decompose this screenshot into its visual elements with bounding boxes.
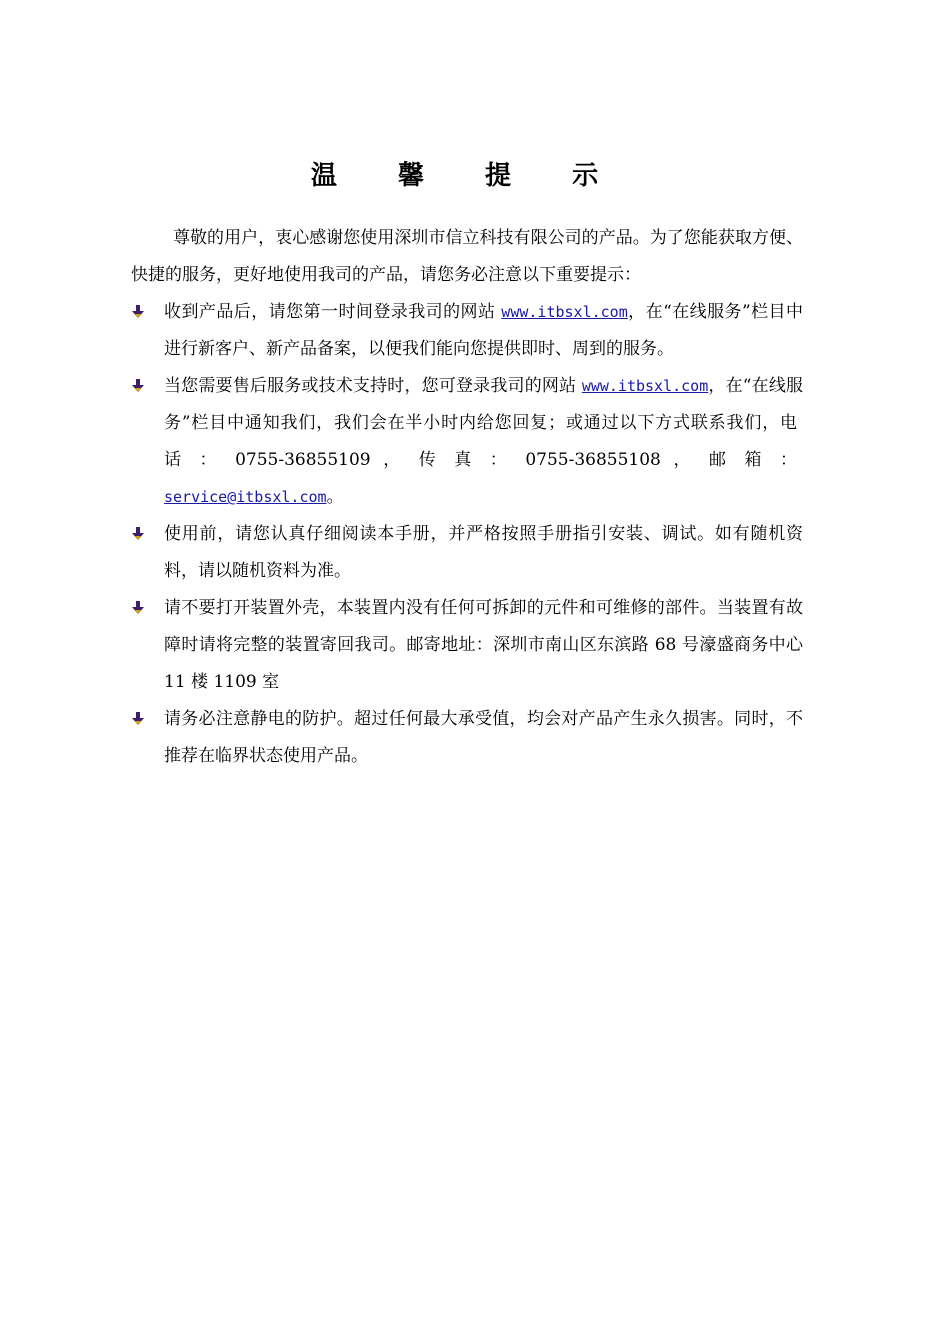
notice-text: 。 [326,487,344,507]
notice-text: ，在“在线服务”栏目中进行新客户、新产品备案，以便我们能向您提供即时、周到的服务。 [164,302,804,359]
website-link[interactable]: www.itbsxl.com [581,377,709,395]
notice-item-manual [131,516,803,590]
email-link[interactable]: service@itbsxl.com [164,488,327,506]
page-title: 温 馨 提 示 [310,161,625,191]
notice-list [131,294,803,775]
notice-item-esd [131,701,803,775]
arrow-down-bullet-icon [131,712,145,726]
notice-text: 请不要打开装置外壳，本装置内没有任何可拆卸的元件和可维修的部件。当装置有故障时请将完整的装置寄回我司。邮寄地址：深圳市南山区东滨路 68 号濠盛商务中心 11 楼 1109 室 [164,598,803,692]
notice-text: 收到产品后，请您第一时间登录我司的网站 [164,302,502,322]
website-link[interactable]: www.itbsxl.com [501,303,628,321]
phone-number: 0755-36855109 [235,450,371,470]
intro-paragraph: 尊敬的用户，衷心感谢您使用深圳市信立科技有限公司的产品。为了您能获取方便、快捷的服务，更好地使用我司的产品，请您务必注意以下重要提示： [131,228,803,285]
arrow-down-bullet-icon [131,527,145,541]
phone-label: 电话： [164,413,803,470]
notice-item-register [131,294,803,368]
notice-text: 请务必注意静电的防护。超过任何最大承受值，均会对产品产生永久损害。同时，不推荐在临界状态使用产品。 [164,709,803,766]
notice-item-housing [131,590,803,701]
arrow-down-bullet-icon [131,601,145,615]
fax-number: 0755-36855108 [525,450,661,470]
fax-label: ，传真： [370,450,526,470]
arrow-down-bullet-icon [131,379,145,393]
email-label: ，邮箱： [660,450,803,470]
notice-item-support [131,368,803,516]
notice-text: ，在“在线服务”栏目中通知我们，我们会在半小时内给您回复；或通过以下方式联系我们， [164,376,803,433]
notice-text: 使用前，请您认真仔细阅读本手册，并严格按照手册指引安装、调试。如有随机资料，请以随机资料为准。 [164,524,803,581]
arrow-down-bullet-icon [131,305,145,319]
notice-content [131,220,803,775]
notice-text: 当您需要售后服务或技术支持时，您可登录我司的网站 [164,376,582,396]
